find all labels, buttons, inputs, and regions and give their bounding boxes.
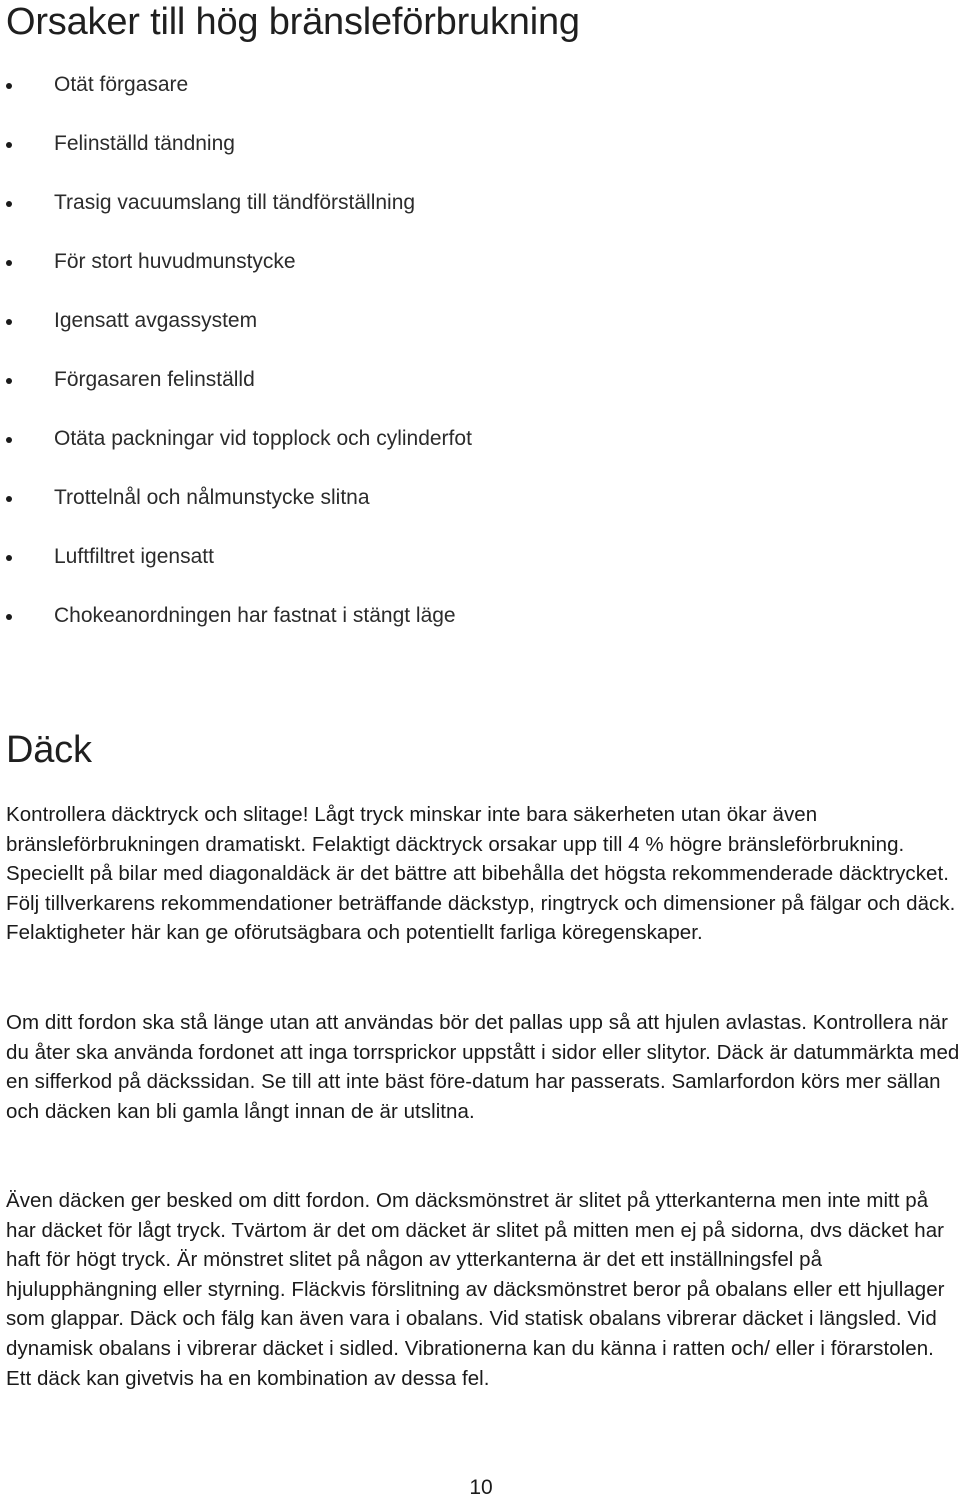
list-item-text: Felinställd tändning: [54, 132, 235, 155]
bullet-icon: [6, 83, 12, 89]
list-item: [0, 424, 960, 483]
section-title-tires: Däck: [6, 729, 92, 771]
list-item: [0, 601, 960, 660]
bullet-icon: [6, 201, 12, 207]
bullet-icon: [6, 437, 12, 443]
list-item-text: För stort huvudmunstycke: [54, 250, 296, 273]
cause-list: [0, 70, 960, 660]
list-item: [0, 188, 960, 247]
list-item-text: Otäta packningar vid topplock och cylinderfot: [54, 427, 472, 450]
list-item: [0, 129, 960, 188]
bullet-icon: [6, 555, 12, 561]
paragraph-tire-wear: Även däcken ger besked om ditt fordon. Om däcksmönstret är slitet på ytterkanterna men inte mitt på har däcket för lågt tryck. Tvärtom är det om däcket är slitet på mitten men ej på sidorna, dvs däcket har haft för högt tryck. Är mönstret slitet på någon av ytterkanterna är det ett inställningsfel på hjulupphängning eller styrning. Fläckvis förslitning av däcksmönstret beror på obalans eller ett hjullager som glappar. Däck och fälg kan även vara i obalans. Vid statisk obalans vibrerar däcket i längsled. Vid dynamisk obalans i vibrerar däcket i sidled. Vibrationerna kan du känna i ratten och/ eller i förarstolen. Ett däck kan givetvis ha en kombination av dessa fel.: [6, 1189, 945, 1390]
section-title-fuel-consumption: Orsaker till hög bränsleförbrukning: [6, 1, 580, 43]
list-item: [0, 483, 960, 542]
list-item-text: Otät förgasare: [54, 73, 189, 96]
paragraph-tire-pressure: Kontrollera däcktryck och slitage! Lågt tryck minskar inte bara säkerheten utan ökar även bränsleförbrukningen dramatiskt. Felaktigt däcktryck orsakar upp till 4 % högre bränsleförbrukning. Speciellt på bilar med diagonaldäck är det bättre att bibehålla det högsta rekommenderade däcktrycket. Följ tillverkarens rekommendationer beträffande däckstyp, ringtryck och dimensioner på fälgar och däck. Felaktigheter här kan ge oförutsägbara och potentiellt farliga köregenskaper.: [6, 803, 956, 945]
list-item: [0, 247, 960, 306]
bullet-icon: [6, 496, 12, 502]
list-item-text: Chokeanordningen har fastnat i stängt läge: [54, 604, 456, 627]
list-item-text: Trottelnål och nålmunstycke slitna: [54, 486, 370, 509]
list-item-text: Trasig vacuumslang till tändförställning: [54, 191, 416, 214]
bullet-icon: [6, 614, 12, 620]
list-item: [0, 365, 960, 424]
list-item: [0, 70, 960, 129]
paragraph-tire-storage: Om ditt fordon ska stå länge utan att användas bör det pallas upp så att hjulen avlastas. Kontrollera när du åter ska använda fordonet att inga torrsprickor uppstått i sidor eller slitytor. Däck är datummärkta med en sifferkod på däckssidan. Se till att inte bäst före-datum har passerats. Samlarfordon körs mer sällan och däcken kan bli gamla långt innan de är utslitna.: [6, 1011, 960, 1123]
page-number: 10: [469, 1476, 493, 1499]
list-item: [0, 542, 960, 601]
bullet-icon: [6, 378, 12, 384]
bullet-icon: [6, 319, 12, 325]
bullet-icon: [6, 142, 12, 148]
list-item-text: Igensatt avgassystem: [54, 309, 258, 332]
list-item-text: Luftfiltret igensatt: [54, 545, 214, 568]
bullet-icon: [6, 260, 12, 266]
list-item: [0, 306, 960, 365]
list-item-text: Förgasaren felinställd: [54, 368, 255, 391]
